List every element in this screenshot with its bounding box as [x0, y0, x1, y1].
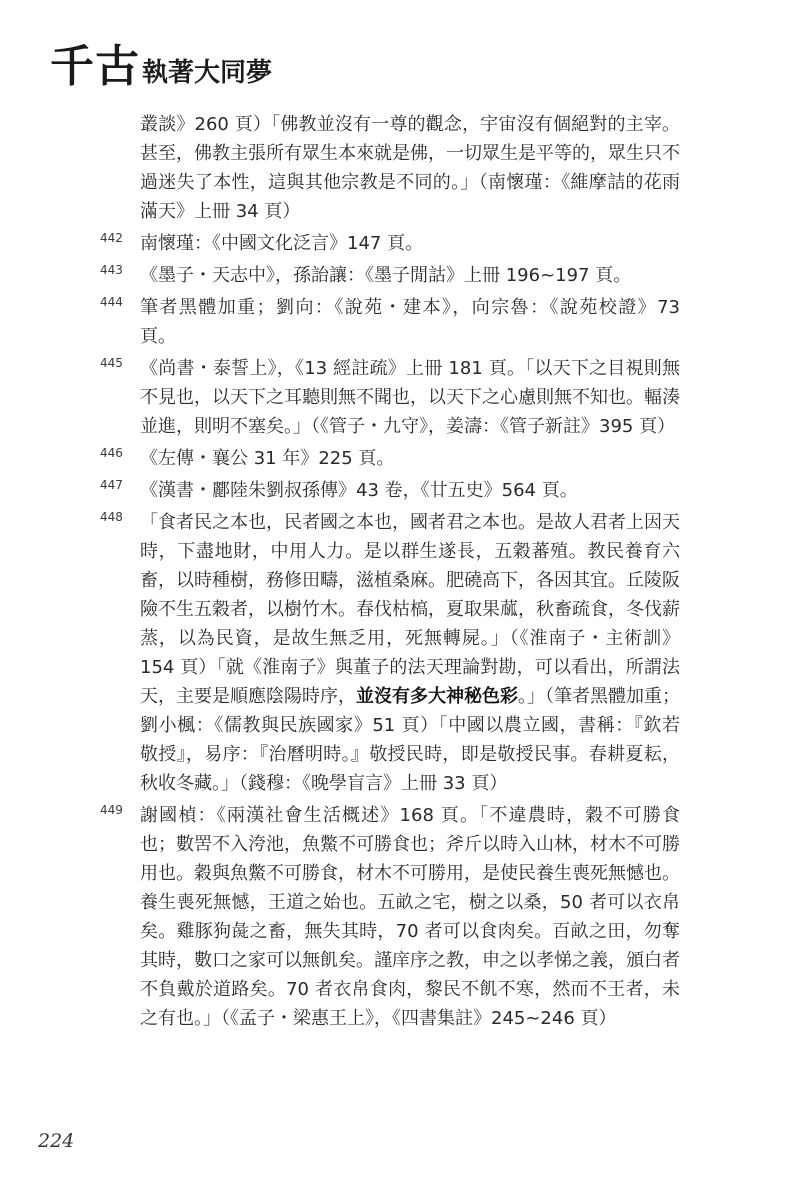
- footnote-445: [100, 354, 680, 441]
- footnote-444: [100, 293, 680, 351]
- footnote-number: 447: [100, 478, 123, 492]
- footnote-continuation: [100, 110, 680, 226]
- footnote-text: [140, 508, 680, 798]
- footnote-text: 《尚書・泰誓上》，《13 經註疏》上冊 181 頁。「以天下之目視則無不見也，以天下之耳聽則無不聞也，以天下之心慮則無不知也。輻湊並進，則明不塞矣。」（《管子・九守》，姜濤：《管子新註》395 頁）: [140, 358, 680, 437]
- bold-emphasis: 並沒有多大神秘色彩: [356, 686, 518, 707]
- footnote-text: 《左傳・襄公 31 年》225 頁。: [140, 448, 395, 469]
- footnote-number: 448: [100, 510, 123, 524]
- footnote-443: [100, 261, 680, 290]
- footnote-number: 444: [100, 295, 123, 309]
- footnote-447: [100, 476, 680, 505]
- footnote-449: [100, 801, 680, 1033]
- footnote-text: 南懷瑾：《中國文化泛言》147 頁。: [140, 233, 424, 254]
- footnote-442: [100, 229, 680, 258]
- footnote-text-part: 。」（筆者黑體加重；劉小楓：《儒教與民族國家》51 頁）「中國以農立國，書稱：『欽若敬授』，易序：『治曆明時。』敬授民時，即是敬授民事。春耕夏耘，秋收冬藏。」（錢穆：《晚學盲言》上冊 33 頁）: [140, 686, 680, 794]
- footnote-446: [100, 444, 680, 473]
- footnote-number: 445: [100, 356, 123, 370]
- footnote-number: 449: [100, 803, 123, 817]
- footnote-text: 筆者黑體加重；劉向：《說苑・建本》，向宗魯：《說苑校證》73 頁。: [140, 297, 680, 347]
- footnote-448: [100, 508, 680, 798]
- header-title-big: 千古: [50, 41, 140, 92]
- footnotes-section: [100, 110, 680, 1033]
- footnote-text: 叢談》260 頁）「佛教並沒有一尊的觀念，宇宙沒有個絕對的主宰。甚至，佛教主張所有眾生本來就是佛，一切眾生是平等的，眾生只不過迷失了本性，這與其他宗教是不同的。」（南懷瑾：《維摩詰的花雨滿天》上冊 34 頁）: [140, 114, 680, 222]
- footnote-text: 謝國楨：《兩漢社會生活概述》168 頁。「不違農時，穀不可勝食也；數罟不入洿池，魚鱉不可勝食也；斧斤以時入山林，材木不可勝用也。穀與魚鱉不可勝食，材木不可勝用，是使民養生喪死無憾也。養生喪死無憾，王道之始也。五畝之宅，樹之以桑，50 者可以衣帛矣。雞豚狗彘之畜，無失其時，70 者可以食肉矣。百畝之田，勿奪其時，數口之家可以無飢矣。謹庠序之教，申之以孝悌之義，頒白者不負戴於道路矣。70 者衣帛食肉，黎民不飢不寒，然而不王者，未之有也。」（《孟子・梁惠王上》，《四書集註》245~246 頁）: [140, 805, 680, 1029]
- running-header: [50, 30, 272, 94]
- footnote-text: 《漢書・酈陸朱劉叔孫傳》43 卷，《廿五史》564 頁。: [140, 480, 578, 501]
- footnote-number: 442: [100, 231, 123, 245]
- header-title-small: 執著大同夢: [142, 58, 273, 88]
- footnote-number: 443: [100, 263, 123, 277]
- footnote-number: 446: [100, 446, 123, 460]
- page-number: 224: [38, 1130, 75, 1152]
- footnote-text-part: 「食者民之本也，民者國之本也，國者君之本也。是故人君者上因天時，下盡地財，中用人力。是以群生遂長，五穀蕃殖。教民養育六畜，以時種樹，務修田疇，滋植桑麻。肥磽高下，各因其宜。丘陵阪險不生五穀者，以樹竹木。春伐枯槁，夏取果蓏，秋畜疏食，冬伐薪蒸，以為民資，是故生無乏用，死無轉屍。」（《淮南子・主術訓》154 頁）「就《淮南子》與董子的法天理論對勘，可以看出，所謂法天，主要是順應陰陽時序，: [140, 512, 680, 707]
- footnote-text: 《墨子・天志中》，孫詒讓：《墨子閒詁》上冊 196~197 頁。: [140, 265, 632, 286]
